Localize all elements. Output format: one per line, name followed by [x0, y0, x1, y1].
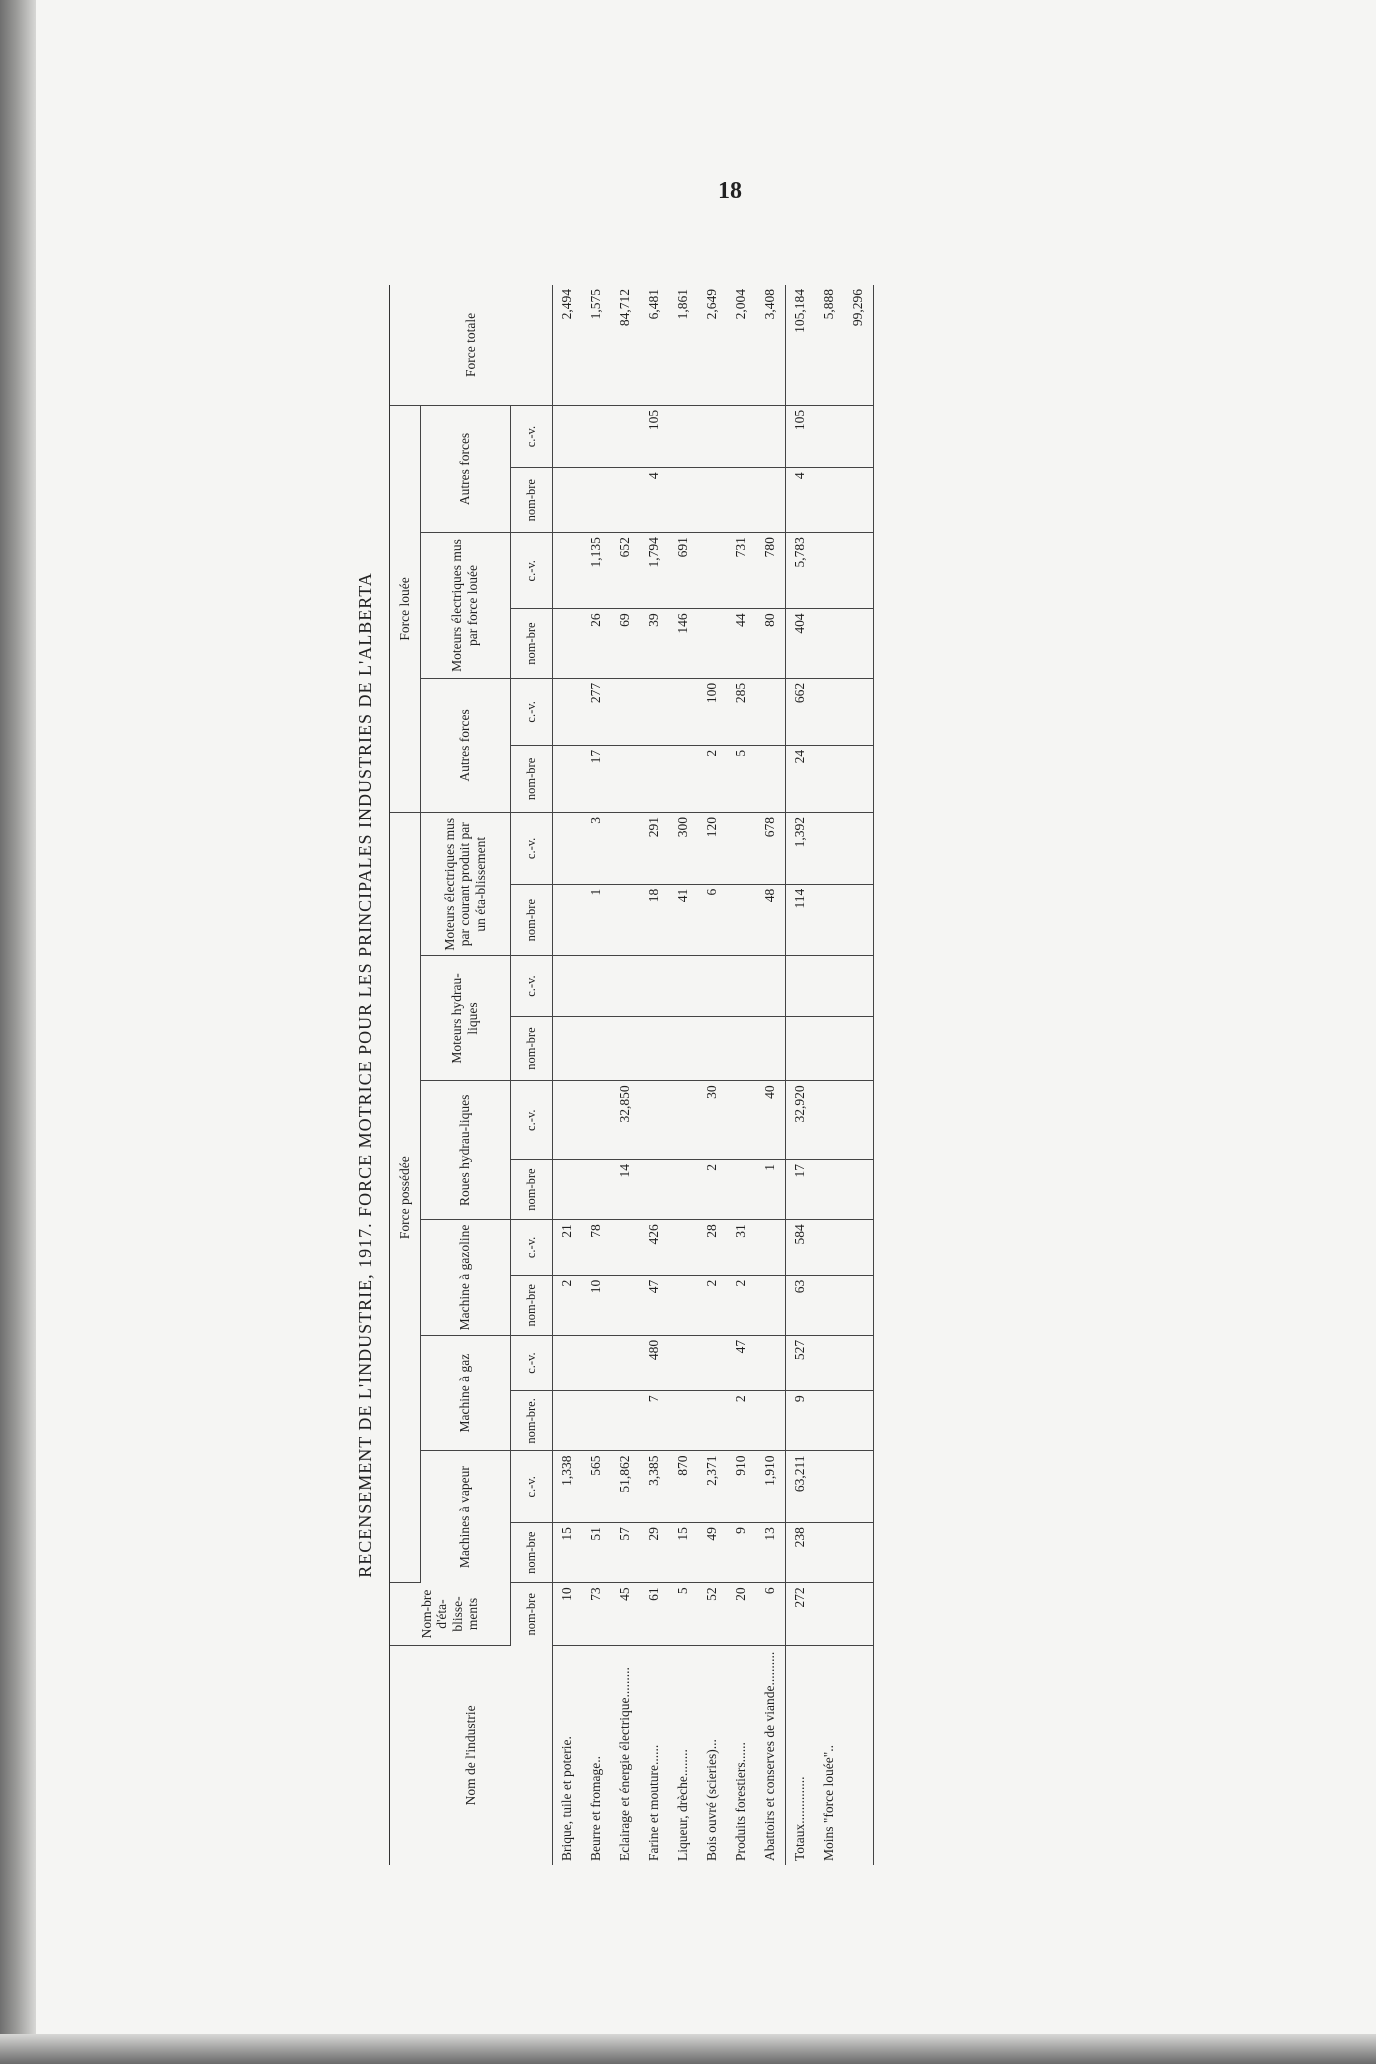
- table-cell: [582, 1160, 611, 1220]
- table-cell: [844, 678, 874, 745]
- table-cell: [552, 812, 582, 884]
- table-cell: 6,481: [640, 285, 669, 405]
- table-cell: [756, 1220, 786, 1276]
- table-cell: 5,888: [815, 285, 844, 405]
- table-cell: 2: [698, 1275, 727, 1335]
- header-roues-hydrauliques: Roues hydrau-liques: [420, 1081, 510, 1220]
- table-cell: [815, 1275, 844, 1335]
- table-cell: [669, 1081, 698, 1160]
- table-row: [640, 285, 669, 1865]
- table-cell: [611, 745, 640, 812]
- table-cell: [785, 956, 815, 1016]
- table-cell: [756, 678, 786, 745]
- table-cell: [552, 956, 582, 1016]
- table-cell: [815, 812, 844, 884]
- table-cell: [844, 1451, 874, 1523]
- table-cell: [844, 1081, 874, 1160]
- table-cell: [669, 1275, 698, 1335]
- table-cell: [815, 1451, 844, 1523]
- table-cell: [815, 745, 844, 812]
- table-cell: 10: [552, 1583, 582, 1645]
- table-cell: 31: [727, 1220, 756, 1276]
- table-row: [815, 285, 844, 1865]
- table-cell: 2: [552, 1275, 582, 1335]
- table-cell: 5: [727, 745, 756, 812]
- table-cell: 1,392: [785, 812, 815, 884]
- table-cell: [640, 745, 669, 812]
- table-cell: [698, 1335, 727, 1391]
- table-cell: [844, 745, 874, 812]
- table-cell: 480: [640, 1335, 669, 1391]
- table-cell: 105: [785, 405, 815, 467]
- table-cell: 61: [640, 1583, 669, 1645]
- table-cell: 41: [669, 884, 698, 956]
- table-cell: 49: [698, 1523, 727, 1583]
- table-cell: 6: [756, 1583, 786, 1645]
- table-cell: [756, 1016, 786, 1081]
- table-cell: [698, 405, 727, 467]
- table-cell: 2: [727, 1275, 756, 1335]
- table-cell: 30: [698, 1081, 727, 1160]
- table-cell: [844, 1583, 874, 1645]
- subheader-cv: c.-v.: [510, 533, 552, 609]
- table-cell: [815, 1335, 844, 1391]
- table-cell: 17: [582, 745, 611, 812]
- table-cell: [611, 956, 640, 1016]
- table-cell: [815, 1081, 844, 1160]
- header-autres-forces-louee-a: Autres forces: [420, 678, 510, 812]
- table-cell: [727, 468, 756, 533]
- table-cell: [756, 1335, 786, 1391]
- table-cell: [669, 745, 698, 812]
- header-machines-vapeur: Machines à vapeur: [420, 1451, 510, 1583]
- table-row: [844, 285, 874, 1865]
- table-cell: [611, 884, 640, 956]
- table-cell: [640, 1016, 669, 1081]
- table-cell: [669, 1016, 698, 1081]
- table-cell: 28: [698, 1220, 727, 1276]
- table-cell: 32,850: [611, 1081, 640, 1160]
- subheader-nombre: nom-bre: [510, 1583, 552, 1645]
- header-industry: Nom de l'industrie: [390, 1645, 552, 1865]
- table-cell: [582, 1081, 611, 1160]
- subheader-cv: c.-v.: [510, 1081, 552, 1160]
- table-cell: 285: [727, 678, 756, 745]
- table-cell: [815, 468, 844, 533]
- table-cell: [815, 1523, 844, 1583]
- table-cell: 300: [669, 812, 698, 884]
- table-cell: [815, 1016, 844, 1081]
- table-cell: [727, 956, 756, 1016]
- table-cell: 146: [669, 609, 698, 678]
- table-row: [698, 285, 727, 1865]
- table-cell: 63,211: [785, 1451, 815, 1523]
- table-cell: [756, 468, 786, 533]
- subheader-nombre: nom-bre: [510, 1275, 552, 1335]
- table-cell: [727, 884, 756, 956]
- table-cell: 9: [727, 1523, 756, 1583]
- table-cell: [727, 1081, 756, 1160]
- table-cell: [698, 1016, 727, 1081]
- table-cell: 3: [582, 812, 611, 884]
- table-cell: [698, 468, 727, 533]
- header-moteurs-electriques-produit: Moteurs électriques mus par courant produit par un éta-blissement: [420, 812, 510, 956]
- page-number: 18: [718, 178, 742, 204]
- table-cell: [815, 1160, 844, 1220]
- table-cell: 69: [611, 609, 640, 678]
- rotated-table-block: [345, 285, 1065, 1865]
- table-cell: [552, 1160, 582, 1220]
- table-cell: 15: [552, 1523, 582, 1583]
- table-cell: 2: [727, 1391, 756, 1451]
- table-cell: [844, 884, 874, 956]
- table-row: [785, 285, 815, 1865]
- table-cell: [669, 1160, 698, 1220]
- table-cell: 99,296: [844, 285, 874, 405]
- row-industry-name: Bois ouvré (scieries)...: [704, 1739, 720, 1861]
- table-cell: 21: [552, 1220, 582, 1276]
- table-cell: 15: [669, 1523, 698, 1583]
- table-cell: [756, 1391, 786, 1451]
- table-cell: [815, 678, 844, 745]
- subheader-nombre: nom-bre: [510, 1523, 552, 1583]
- table-row: [611, 285, 640, 1865]
- row-industry-name: [844, 1645, 874, 1865]
- header-autres-forces-louee-b: Autres forces: [420, 405, 510, 532]
- header-force-totale: Force totale: [390, 285, 552, 405]
- table-cell: 24: [785, 745, 815, 812]
- row-industry-name: Eclairage et énergie électrique.........: [617, 1667, 633, 1861]
- table-row: [669, 285, 698, 1865]
- table-cell: [552, 745, 582, 812]
- table-cell: 780: [756, 533, 786, 609]
- table-cell: [785, 1016, 815, 1081]
- row-industry-name: Produits forestiers......: [733, 1742, 749, 1861]
- table-cell: 13: [756, 1523, 786, 1583]
- table-cell: [640, 956, 669, 1016]
- scan-bottom-edge: [0, 2034, 1376, 2064]
- table-cell: [844, 1220, 874, 1276]
- table-cell: [756, 1275, 786, 1335]
- table-cell: [844, 812, 874, 884]
- table-cell: 678: [756, 812, 786, 884]
- table-cell: 527: [785, 1335, 815, 1391]
- table-row: [756, 285, 786, 1865]
- table-cell: 238: [785, 1523, 815, 1583]
- table-title: RECENSEMENT DE L'INDUSTRIE, 1917. FORCE MOTRICE POUR LES PRINCIPALES INDUSTRIES DE L'ALBERTA: [355, 572, 375, 1578]
- table-cell: 114: [785, 884, 815, 956]
- table-cell: [552, 405, 582, 467]
- header-establishments: Nom-bre d'éta-blisse-ments: [390, 1583, 510, 1645]
- table-cell: 63: [785, 1275, 815, 1335]
- table-cell: [552, 1016, 582, 1081]
- table-cell: [756, 745, 786, 812]
- table-cell: 120: [698, 812, 727, 884]
- table-cell: 51,862: [611, 1451, 640, 1523]
- row-industry-name: Moins "force louée"..: [821, 1745, 837, 1861]
- subheader-cv: c.-v.: [510, 405, 552, 467]
- table-cell: [727, 1160, 756, 1220]
- subheader-nombre: nom-bre: [510, 609, 552, 678]
- table-cell: [611, 1275, 640, 1335]
- table-cell: [669, 1220, 698, 1276]
- table-cell: 26: [582, 609, 611, 678]
- table-cell: 84,712: [611, 285, 640, 405]
- table-cell: 105: [640, 405, 669, 467]
- row-industry-name: Abattoirs et conserves de viande..........: [762, 1651, 778, 1861]
- table-cell: [582, 405, 611, 467]
- table-cell: 47: [640, 1275, 669, 1335]
- table-cell: 1,575: [582, 285, 611, 405]
- table-cell: 3,385: [640, 1451, 669, 1523]
- table-cell: 404: [785, 609, 815, 678]
- table-cell: 1,910: [756, 1451, 786, 1523]
- table-cell: [611, 1016, 640, 1081]
- table-cell: 1: [756, 1160, 786, 1220]
- table-cell: [611, 678, 640, 745]
- table-cell: [815, 1391, 844, 1451]
- table-cell: 105,184: [785, 285, 815, 405]
- table-cell: [552, 678, 582, 745]
- table-cell: [815, 405, 844, 467]
- table-cell: 5,783: [785, 533, 815, 609]
- table-cell: [552, 609, 582, 678]
- table-cell: [669, 1335, 698, 1391]
- table-cell: 1,794: [640, 533, 669, 609]
- table-cell: [815, 1220, 844, 1276]
- table-cell: [815, 609, 844, 678]
- table-cell: 7: [640, 1391, 669, 1451]
- table-cell: 10: [582, 1275, 611, 1335]
- row-industry-name: Farine et mouture......: [646, 1744, 662, 1861]
- table-cell: 1,338: [552, 1451, 582, 1523]
- table-cell: 18: [640, 884, 669, 956]
- subheader-nombre: nom-bre: [510, 1160, 552, 1220]
- table-cell: 565: [582, 1451, 611, 1523]
- table-cell: [698, 956, 727, 1016]
- table-cell: [611, 405, 640, 467]
- subheader-cv: c.-v.: [510, 1335, 552, 1391]
- table-cell: 691: [669, 533, 698, 609]
- table-cell: [552, 1391, 582, 1451]
- table-cell: [844, 533, 874, 609]
- table-cell: [640, 1160, 669, 1220]
- table-cell: 57: [611, 1523, 640, 1583]
- table-cell: 32,920: [785, 1081, 815, 1160]
- table-cell: 584: [785, 1220, 815, 1276]
- table-cell: [669, 678, 698, 745]
- table-cell: [611, 1335, 640, 1391]
- table-cell: 14: [611, 1160, 640, 1220]
- table-cell: 1,861: [669, 285, 698, 405]
- table-cell: 73: [582, 1583, 611, 1645]
- table-cell: [552, 533, 582, 609]
- table-cell: [552, 1081, 582, 1160]
- table-cell: [611, 812, 640, 884]
- row-industry-name: Liqueur, drèche........: [675, 1749, 691, 1861]
- table-cell: [669, 468, 698, 533]
- table-cell: [844, 1275, 874, 1335]
- table-cell: [844, 1391, 874, 1451]
- table-cell: 100: [698, 678, 727, 745]
- table-cell: 2,649: [698, 285, 727, 405]
- table-cell: [844, 405, 874, 467]
- row-industry-name: Brique, tuile et poterie.: [559, 1736, 575, 1861]
- table-cell: 9: [785, 1391, 815, 1451]
- table-cell: [844, 1016, 874, 1081]
- table-cell: 910: [727, 1451, 756, 1523]
- table-cell: [582, 468, 611, 533]
- table-cell: [844, 1523, 874, 1583]
- table-cell: 17: [785, 1160, 815, 1220]
- table-cell: [844, 609, 874, 678]
- table-cell: 2,494: [552, 285, 582, 405]
- table-cell: 44: [727, 609, 756, 678]
- table-cell: 870: [669, 1451, 698, 1523]
- table-cell: [815, 956, 844, 1016]
- census-table: [390, 285, 874, 1865]
- header-moteurs-electriques-loue: Moteurs électriques mus par force louée: [420, 533, 510, 679]
- table-cell: [727, 812, 756, 884]
- table-cell: 80: [756, 609, 786, 678]
- table-cell: [727, 405, 756, 467]
- table-cell: 1,135: [582, 533, 611, 609]
- table-cell: 45: [611, 1583, 640, 1645]
- table-body: [552, 285, 873, 1865]
- table-cell: 48: [756, 884, 786, 956]
- header-moteurs-hydrauliques: Moteurs hydrau-liques: [420, 956, 510, 1081]
- table-cell: [552, 1335, 582, 1391]
- table-cell: [552, 884, 582, 956]
- table-cell: 3,408: [756, 285, 786, 405]
- table-cell: 2: [698, 1160, 727, 1220]
- table-cell: 4: [640, 468, 669, 533]
- table-cell: 272: [785, 1583, 815, 1645]
- table-cell: [669, 1391, 698, 1451]
- table-cell: 29: [640, 1523, 669, 1583]
- table-cell: 20: [727, 1583, 756, 1645]
- header-machine-gaz: Machine à gaz: [420, 1335, 510, 1451]
- table-cell: [582, 1016, 611, 1081]
- scan-left-edge: [0, 0, 36, 2064]
- header-force-louee: Force louée: [390, 405, 420, 812]
- subheader-cv: c.-v.: [510, 678, 552, 745]
- table-cell: 1: [582, 884, 611, 956]
- table-cell: [815, 533, 844, 609]
- subheader-cv: c.-v.: [510, 812, 552, 884]
- table-cell: [611, 1220, 640, 1276]
- table-cell: [582, 1391, 611, 1451]
- table-cell: [815, 884, 844, 956]
- table-cell: 426: [640, 1220, 669, 1276]
- table-cell: 291: [640, 812, 669, 884]
- table-cell: 78: [582, 1220, 611, 1276]
- table-cell: 652: [611, 533, 640, 609]
- table-row: [582, 285, 611, 1865]
- table-cell: 51: [582, 1523, 611, 1583]
- table-cell: [844, 956, 874, 1016]
- row-industry-name: Beurre et fromage..: [588, 1756, 604, 1861]
- subheader-cv: c.-v.: [510, 956, 552, 1016]
- table-cell: [698, 1391, 727, 1451]
- table-cell: 277: [582, 678, 611, 745]
- table-cell: 39: [640, 609, 669, 678]
- table-cell: [640, 1081, 669, 1160]
- row-industry-name: Totaux..............: [785, 1645, 815, 1865]
- table-cell: 52: [698, 1583, 727, 1645]
- table-cell: 40: [756, 1081, 786, 1160]
- table-cell: [698, 609, 727, 678]
- subheader-nombre: nom-bre: [510, 884, 552, 956]
- table-cell: 731: [727, 533, 756, 609]
- table-cell: [611, 468, 640, 533]
- table-cell: [756, 956, 786, 1016]
- table-cell: 2,371: [698, 1451, 727, 1523]
- subheader-nombre: nom-bre.: [510, 1391, 552, 1451]
- table-cell: [640, 678, 669, 745]
- table-row: [552, 285, 582, 1865]
- table-cell: 4: [785, 468, 815, 533]
- table-cell: [815, 1583, 844, 1645]
- table-cell: [844, 1335, 874, 1391]
- header-force-possedee: Force possédée: [390, 812, 420, 1582]
- table-cell: [552, 468, 582, 533]
- subheader-nombre: nom-bre: [510, 1016, 552, 1081]
- table-cell: [756, 405, 786, 467]
- table-cell: [582, 956, 611, 1016]
- table-cell: [611, 1391, 640, 1451]
- table-cell: [698, 533, 727, 609]
- table-cell: 2: [698, 745, 727, 812]
- table-cell: 47: [727, 1335, 756, 1391]
- subheader-nombre: nom-bre: [510, 468, 552, 533]
- table-cell: 662: [785, 678, 815, 745]
- subheader-cv: c.-v.: [510, 1220, 552, 1276]
- table-row: [727, 285, 756, 1865]
- table-cell: [844, 1160, 874, 1220]
- table-cell: 2,004: [727, 285, 756, 405]
- table-cell: [669, 405, 698, 467]
- table-cell: [844, 468, 874, 533]
- subheader-nombre: nom-bre: [510, 745, 552, 812]
- table-cell: [727, 1016, 756, 1081]
- table-cell: 6: [698, 884, 727, 956]
- table-cell: [582, 1335, 611, 1391]
- table-cell: [669, 956, 698, 1016]
- table-cell: 5: [669, 1583, 698, 1645]
- header-machine-gazoline: Machine à gazoline: [420, 1220, 510, 1336]
- subheader-cv: c.-v.: [510, 1451, 552, 1523]
